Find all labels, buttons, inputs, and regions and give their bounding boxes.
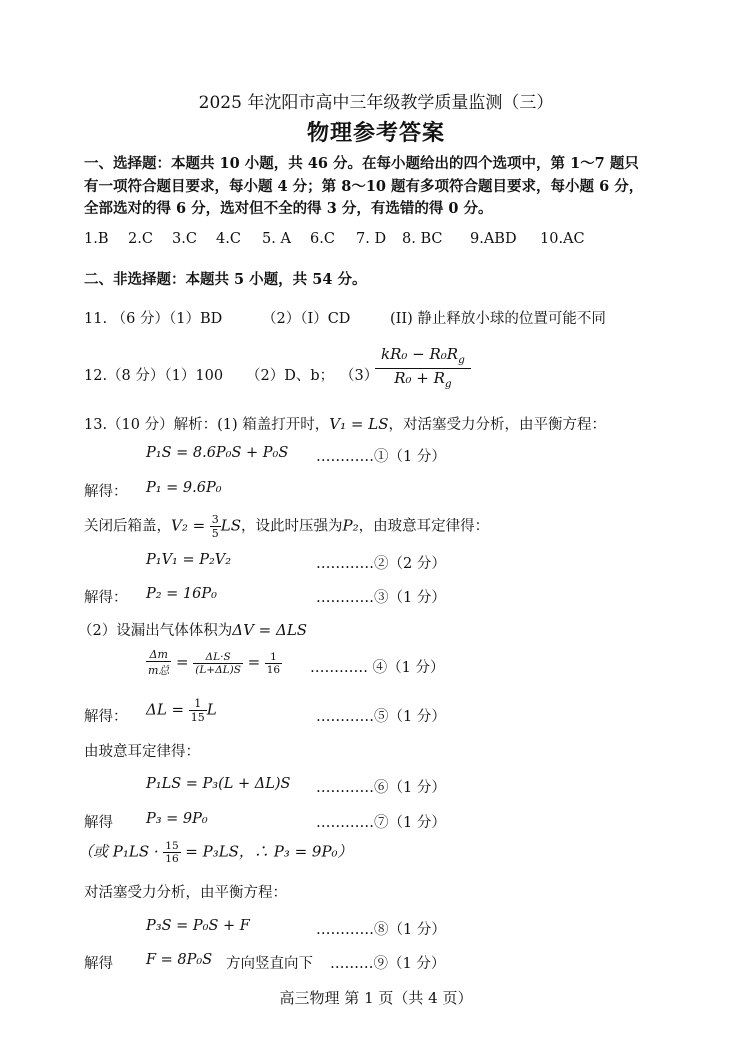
close-num: 3 — [211, 513, 219, 526]
part2-a: （2）设漏出气体体积为 — [78, 623, 233, 639]
answer-item: 5. A — [262, 231, 291, 247]
sol3-label: 解得： — [84, 709, 128, 725]
answer-item: 4.C — [216, 231, 241, 247]
ratio-equation: $\frac{\Delta m}{\text{m总}}$ = $\frac{\Delta L\cdot S}{(L+\Delta L)S}$ = $\frac{1}{16}$ — [148, 648, 281, 677]
q12-den-sub: g — [444, 378, 452, 390]
close-p: P₂ — [342, 516, 359, 535]
answer-key-title: 物理参考答案 — [306, 120, 445, 146]
ratio-num2: ΔL·S — [193, 651, 243, 664]
sol3-den: 15 — [190, 711, 205, 724]
sol3-frac — [189, 697, 207, 724]
section1-line1: 一、选择题：本题共 10 小题，共 46 分。在每小题给出的四个选项中，第 1～7 题只 — [84, 155, 639, 172]
ratio-den1: m总 — [148, 664, 170, 677]
q13-intro-text: 13.（10 分）解析：(1) 箱盖打开时， — [84, 417, 330, 433]
q12-denominator: R₀ + R — [394, 369, 445, 387]
q12-numerator: kR₀ − R₀R — [381, 345, 459, 363]
sol3-b: L — [206, 700, 217, 719]
sol3-a: ΔL = — [146, 700, 185, 719]
alt-frac — [163, 840, 180, 865]
eq2: P₁V₁ = P₂V₂ — [146, 552, 232, 568]
answer-item: 1.B — [84, 231, 109, 247]
alt-den: 16 — [165, 853, 179, 865]
sol4-label: 解得 — [84, 815, 113, 831]
ratio-den2: (L+ΔL)S — [195, 663, 241, 676]
answer-item: 7. D — [356, 231, 387, 247]
q13-intro-tail: ，对活塞受力分析，由平衡方程： — [388, 417, 606, 433]
section1-line2: 有一项符合题目要求，每小题 4 分；第 8～10 题有多项符合题目要求，每小题 6 分， — [84, 178, 644, 195]
q11-part1: 11. （6 分）（1）BD — [84, 311, 223, 327]
eq1-mark: …………①（1 分） — [316, 449, 446, 465]
exam-title: 2025 年沈阳市高中三年级教学质量监测（三） — [198, 93, 554, 113]
close-sentence — [84, 513, 489, 540]
ratio-frac2 — [193, 651, 243, 676]
answer-item: 10.AC — [540, 231, 585, 247]
sol2: P₂ = 16P₀ — [146, 586, 217, 602]
sol5-label: 解得 — [84, 956, 113, 972]
eq4-mark: …………⑧（1 分） — [316, 922, 446, 938]
sol3-num: 1 — [189, 697, 207, 711]
eq4: P₃S = P₀S + F — [146, 918, 250, 934]
answer-item: 3.C — [172, 231, 197, 247]
close-frac — [210, 513, 221, 540]
q12-num-sub: g — [458, 354, 465, 366]
sol4: P₃ = 9P₀ — [146, 811, 208, 827]
close-c: ，由玻意耳定律得： — [358, 518, 490, 535]
sol2-label: 解得： — [84, 590, 128, 606]
ratio-den3: 16 — [266, 663, 281, 676]
ratio-num3: 1 — [265, 651, 282, 664]
eq3: P₁LS = P₃(L + ΔL)S — [146, 776, 291, 792]
ratio-frac1 — [146, 648, 171, 678]
eq3-mark: …………⑥（1 分） — [316, 780, 446, 796]
q12-fraction — [375, 345, 471, 390]
ratio-frac3 — [265, 651, 282, 676]
section1-line3: 全部选对的得 6 分，选对但不全的得 3 分，有选错的得 0 分。 — [84, 200, 493, 217]
ratio-mark: ………… ④（1 分） — [310, 660, 445, 676]
q13-intro — [84, 413, 606, 434]
ratio-num1: Δm — [146, 648, 171, 662]
section2-heading: 二、非选择题：本题共 5 小题，共 54 分。 — [84, 271, 367, 288]
sol3 — [146, 697, 217, 724]
alt-b: = P₃LS，∴ P₃ = 9P₀） — [185, 842, 353, 861]
sol5-direction: 方向竖直向下 — [226, 956, 313, 972]
q12-part2: （2）D、b； — [246, 368, 335, 384]
alt-a: （或 P₁LS · — [78, 842, 159, 861]
sol4-mark: …………⑦（1 分） — [316, 815, 446, 831]
q13-intro-eq: V₁ = LS — [329, 415, 389, 433]
part2-sentence — [78, 619, 307, 640]
close-a: 关闭后箱盖， — [84, 518, 171, 535]
close-v: V₂ = — [171, 516, 206, 535]
page-footer: 高三物理 第 1 页（共 4 页） — [279, 989, 473, 1007]
answer-item: 8. BC — [402, 231, 443, 247]
close-b: ，设此时压强为 — [241, 518, 343, 535]
boyle-sentence: 由玻意耳定律得： — [84, 744, 200, 760]
answer-item: 2.C — [128, 231, 153, 247]
q11-part2: （2）（I）CD — [262, 311, 351, 327]
q11-part3: (II) 静止释放小球的位置可能不同 — [390, 311, 606, 327]
eq1: P₁S = 8.6P₀S + P₀S — [146, 445, 289, 461]
force-sentence: 对活塞受力分析，由平衡方程： — [84, 885, 287, 901]
part2-eq: ΔV = ΔLS — [232, 621, 308, 639]
sol5-mark: ………⑨（1 分） — [330, 956, 446, 972]
q12-part1: 12.（8 分）（1）100 — [84, 368, 224, 384]
sol5: F = 8P₀S — [146, 952, 213, 968]
answer-item: 9.ABD — [470, 231, 517, 247]
q12-part3: （3） — [340, 368, 379, 384]
eq2-mark: …………②（2 分） — [316, 556, 446, 572]
sol2-mark: …………③（1 分） — [316, 590, 446, 606]
answer-item: 6.C — [310, 231, 335, 247]
sol1-label: 解得： — [84, 484, 128, 500]
alt-solution — [78, 840, 353, 865]
sol3-mark: …………⑤（1 分） — [316, 709, 446, 725]
alt-num: 15 — [165, 840, 179, 852]
close-ls: LS — [220, 516, 242, 535]
close-den: 5 — [211, 527, 219, 540]
sol1: P₁ = 9.6P₀ — [146, 480, 222, 496]
